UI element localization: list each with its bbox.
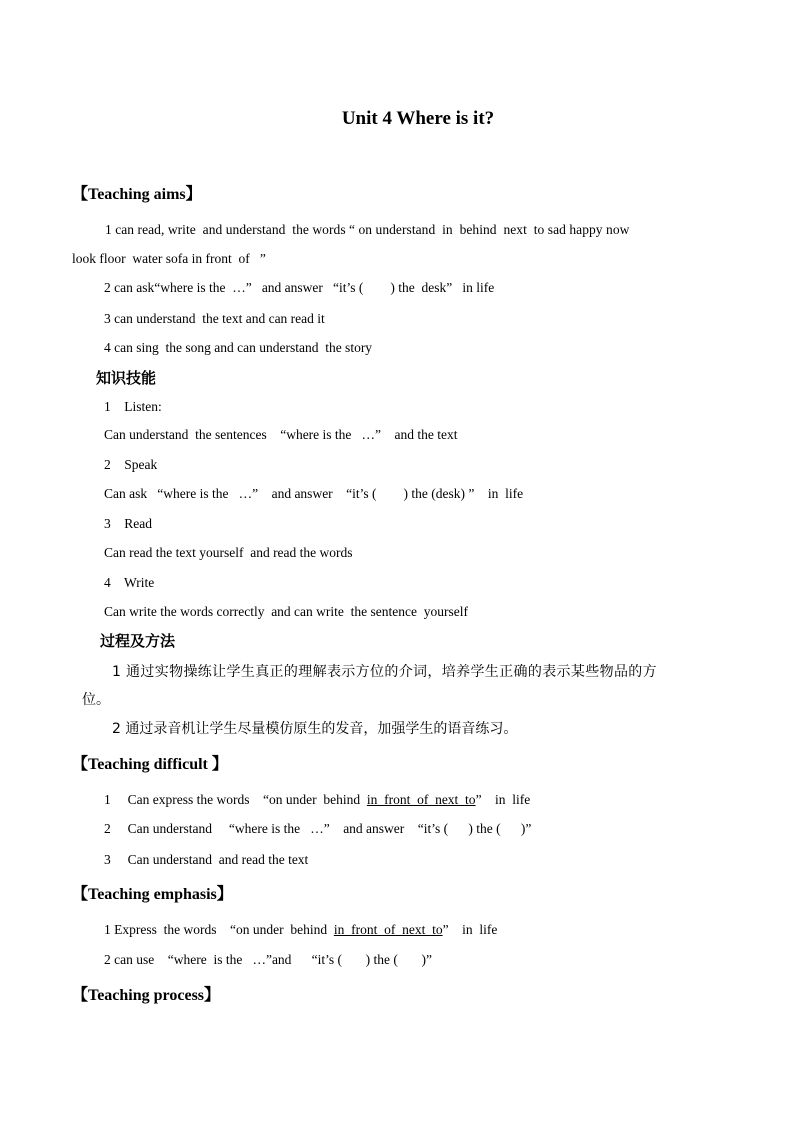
aims-line-2: 2 can ask“where is the …” and answer “it’s ( ) the desk” in life bbox=[104, 280, 495, 295]
skill-speak: 2 Speak bbox=[104, 457, 158, 472]
skills-heading: 知识技能 bbox=[96, 369, 157, 387]
method-line-2: 2 通过录音机让学生尽量模仿原生的发音，加强学生的语音练习。 bbox=[112, 721, 518, 737]
difficult-line-1-end: ” in life bbox=[475, 792, 531, 807]
emphasis-line-1 bbox=[104, 922, 497, 938]
aims-line-4: 4 can sing the song and can understand the story bbox=[104, 340, 373, 355]
method-heading: 过程及方法 bbox=[100, 632, 176, 650]
difficult-line-3: 3 Can understand and read the text bbox=[104, 852, 309, 867]
skill-write-desc: Can write the words correctly and can write the sentence yourself bbox=[104, 604, 468, 619]
emphasis-line-1-end: ” in life bbox=[442, 922, 498, 937]
aims-line-1: 1 can read, write and understand the words “ on understand in behind next to sad happy now bbox=[105, 222, 630, 237]
teaching-process-heading: 【Teaching process】 bbox=[72, 987, 221, 1004]
difficult-line-2: 2 Can understand “where is the …” and answer “it’s ( ) the ( )” bbox=[104, 821, 532, 836]
method-line-1: 1 通过实物操练让学生真正的理解表示方位的介词，培养学生正确的表示某些物品的方 bbox=[112, 664, 658, 680]
skill-speak-desc: Can ask “where is the …” and answer “it’s ( ) the (desk) ” in life bbox=[104, 486, 524, 501]
emphasis-line-2: 2 can use “where is the …”and “it’s ( ) the ( )” bbox=[104, 952, 433, 967]
aims-line-1-cont: look floor water sofa in front of ” bbox=[72, 251, 266, 266]
difficult-line-1 bbox=[104, 792, 530, 808]
skill-listen: 1 Listen: bbox=[104, 399, 162, 414]
skill-listen-desc: Can understand the sentences “where is the …” and the text bbox=[104, 427, 458, 442]
difficult-underlined-words: in front of next to bbox=[366, 792, 476, 807]
page-title: Unit 4 Where is it? bbox=[341, 108, 495, 129]
teaching-emphasis-heading: 【Teaching emphasis】 bbox=[72, 886, 233, 903]
teaching-aims-heading: 【Teaching aims】 bbox=[72, 186, 202, 203]
emphasis-line-1-text: 1 Express the words “on under behind bbox=[104, 922, 334, 937]
method-line-1-cont: 位。 bbox=[82, 692, 110, 708]
difficult-line-1-text: 1 Can express the words “on under behind bbox=[104, 792, 367, 807]
skill-write: 4 Write bbox=[104, 575, 155, 590]
skill-read-desc: Can read the text yourself and read the words bbox=[104, 545, 353, 560]
teaching-difficult-heading: 【Teaching difficult 】 bbox=[72, 756, 228, 773]
skill-read: 3 Read bbox=[104, 516, 152, 531]
emphasis-underlined-words: in front of next to bbox=[333, 922, 443, 937]
aims-line-3: 3 can understand the text and can read it bbox=[104, 311, 325, 326]
